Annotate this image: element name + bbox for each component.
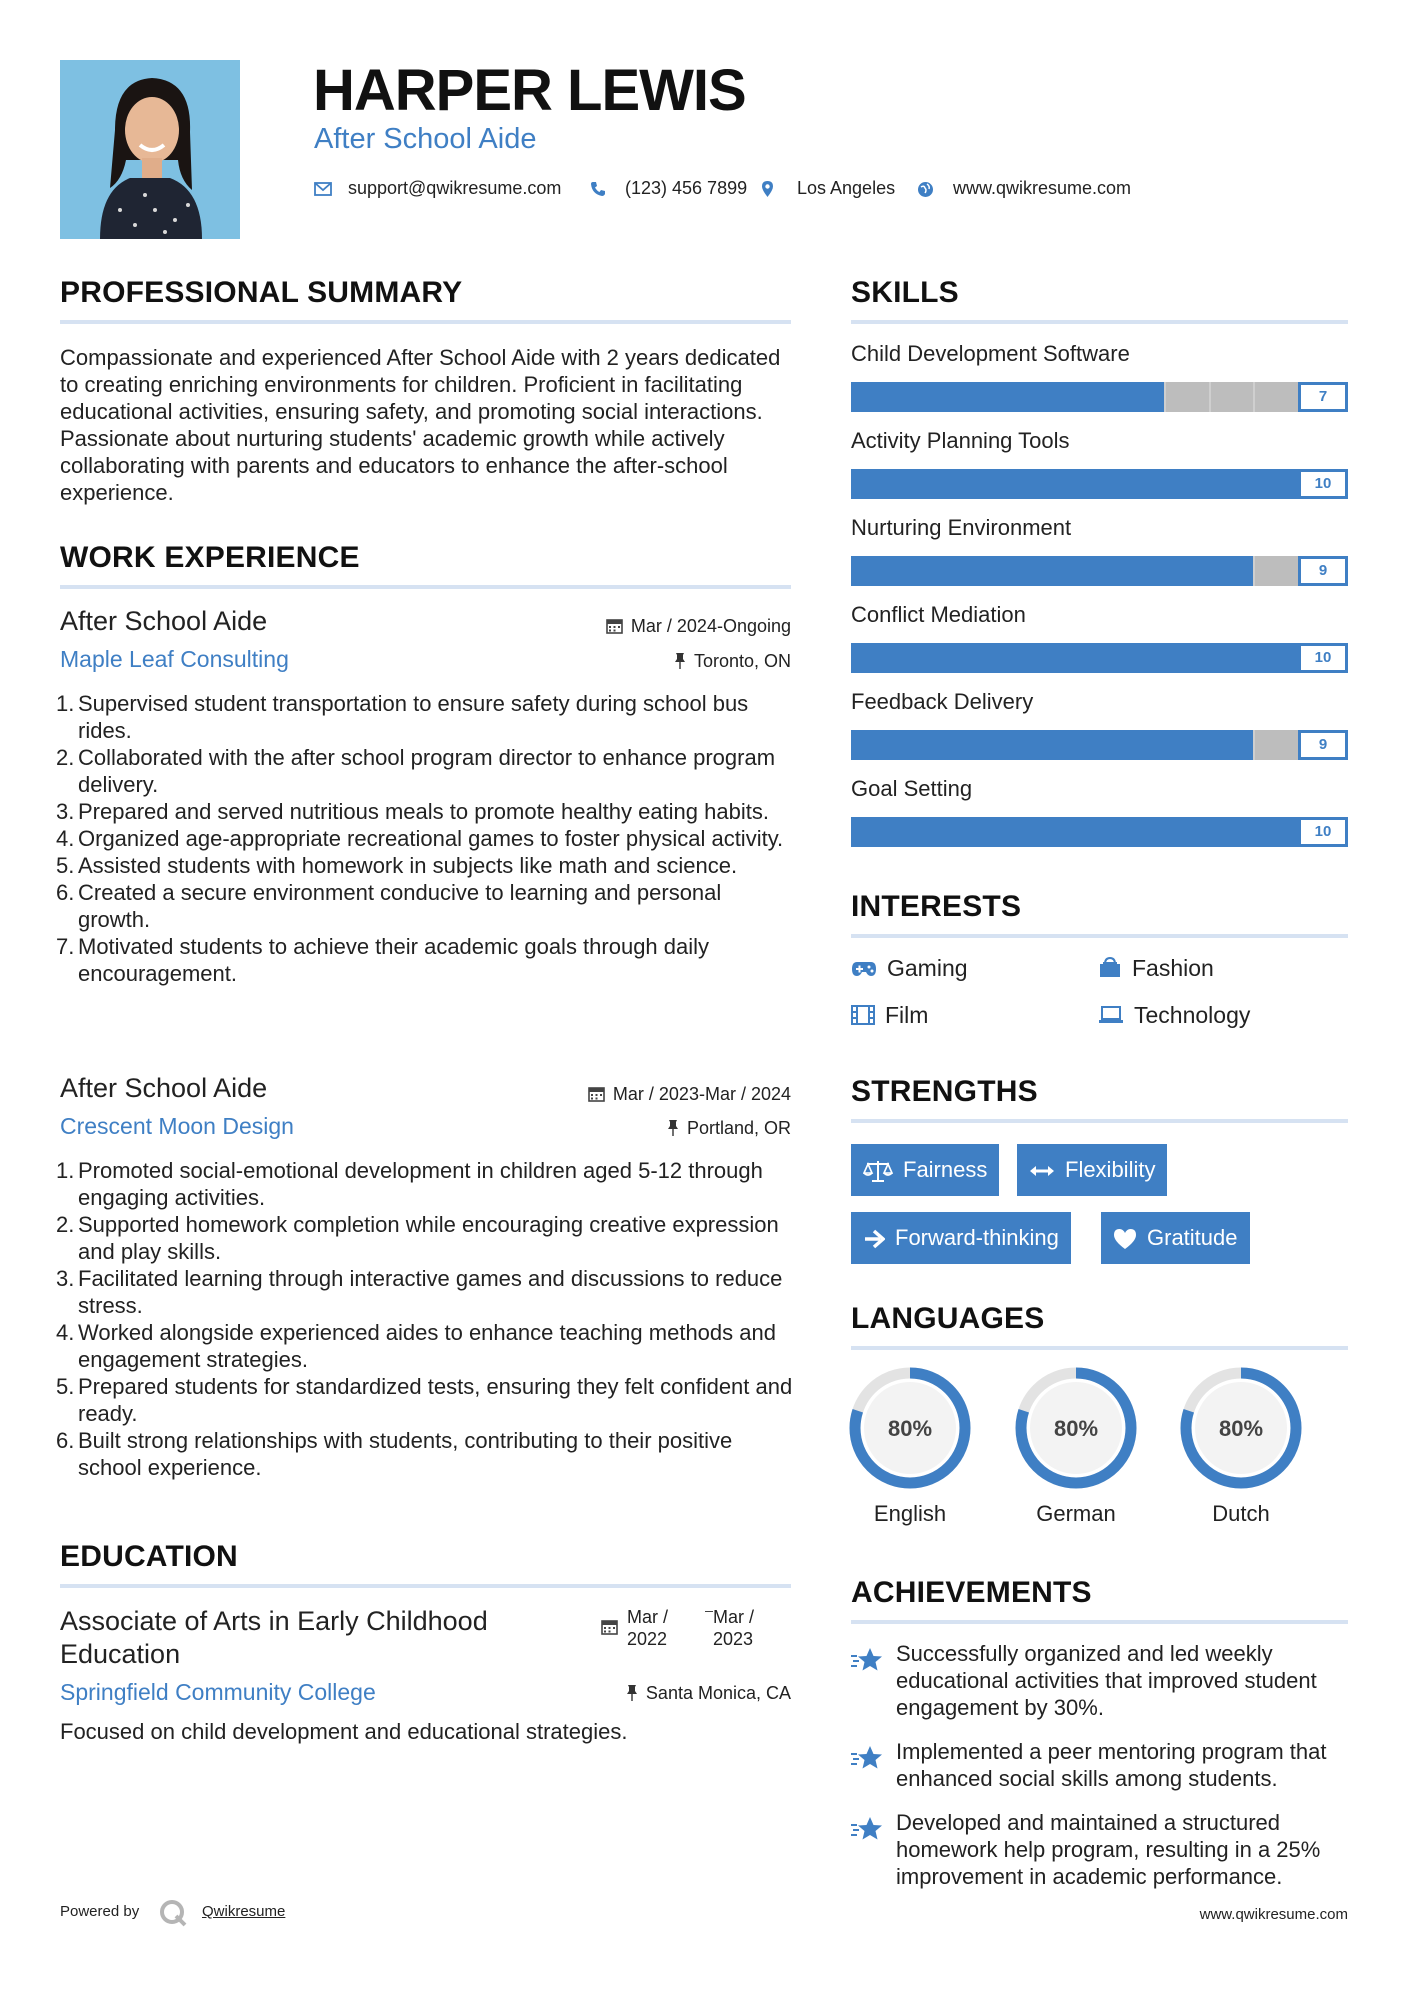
laptop-icon — [1098, 1006, 1124, 1024]
interest-item: Fashion — [1098, 955, 1214, 982]
skill-bar-fill — [851, 730, 1253, 760]
pushpin-icon — [674, 652, 686, 669]
brand-link[interactable]: Qwikresume — [202, 1903, 286, 1920]
calendar-icon — [601, 1618, 618, 1635]
languages-divider — [851, 1346, 1348, 1350]
interests-divider — [851, 934, 1348, 938]
job-location — [667, 1118, 791, 1139]
pushpin-icon — [667, 1119, 679, 1136]
education-description: Focused on child development and educational strategies. — [60, 1719, 628, 1744]
skill-name: Goal Setting — [851, 776, 973, 801]
job-role: After School Aide — [60, 606, 268, 636]
achievements-divider — [851, 1620, 1348, 1624]
job-date-text: Mar / 2023-Mar / 2024 — [612, 1084, 791, 1104]
skill-bar — [851, 469, 1348, 499]
job-bullets — [56, 690, 795, 987]
skill-bar — [851, 817, 1348, 847]
job-company[interactable]: Maple Leaf Consulting — [60, 646, 289, 672]
skill-level-badge: 9 — [1298, 730, 1348, 760]
languages-heading: LANGUAGES — [851, 1302, 1045, 1335]
skill-bar — [851, 643, 1348, 673]
education-heading: EDUCATION — [60, 1540, 238, 1573]
skill-bar-tick — [1209, 382, 1211, 412]
star-badge-icon — [850, 1815, 884, 1843]
heart-icon — [1113, 1228, 1137, 1250]
language-name: German — [1036, 1501, 1116, 1526]
list-item: 4. Worked alongside experienced aides to enhance teaching methods and engagement strategies. — [56, 1320, 776, 1372]
star-badge-icon — [850, 1744, 884, 1772]
list-item: 1. Promoted social-emotional development in children aged 5-12 through engaging activities. — [56, 1158, 763, 1210]
location-pin-icon — [761, 180, 774, 198]
pushpin-icon — [626, 1684, 638, 1701]
skill-name: Feedback Delivery — [851, 689, 1034, 714]
profile-photo — [60, 60, 240, 239]
language-ring — [1179, 1366, 1303, 1490]
interest-item: Film — [851, 1002, 928, 1029]
list-item: 7. Motivated students to achieve their academic goals through daily encouragement. — [56, 934, 710, 986]
achievements-heading: ACHIEVEMENTS — [851, 1576, 1092, 1609]
achievement-item: Developed and maintained a structured homework help program, resulting in a 25% improvement in academic performance. — [896, 1810, 1321, 1889]
achievement-item: Implemented a peer mentoring program that enhanced social skills among students. — [896, 1739, 1327, 1791]
job-title: After School Aide — [314, 123, 537, 155]
email-icon — [314, 182, 332, 196]
calendar-icon — [606, 617, 623, 634]
language-percent: 80% — [887, 1416, 933, 1441]
job-location-text: Toronto, ON — [693, 651, 791, 671]
interest-item: Gaming — [851, 955, 968, 982]
strength-tag: Forward-thinking — [851, 1212, 1071, 1264]
skill-bar — [851, 730, 1348, 760]
list-item: 3. Facilitated learning through interactive games and discussions to reduce stress. — [56, 1266, 783, 1318]
summary-heading: PROFESSIONAL SUMMARY — [60, 276, 463, 309]
job-date — [588, 1084, 791, 1105]
list-item: 1. Supervised student transportation to ensure safety during school bus rides. — [56, 691, 749, 743]
gamepad-icon — [851, 961, 877, 977]
skill-bar-tick — [1164, 382, 1166, 412]
language-percent: 80% — [1053, 1416, 1099, 1441]
job-role: After School Aide — [60, 1073, 268, 1103]
list-item: 3. Prepared and served nutritious meals to promote healthy eating habits. — [56, 799, 769, 824]
skill-name: Conflict Mediation — [851, 602, 1026, 627]
skills-heading: SKILLS — [851, 276, 959, 309]
job-bullets — [56, 1157, 795, 1481]
job-company[interactable]: Crescent Moon Design — [60, 1113, 294, 1139]
job-date — [606, 616, 791, 637]
skill-level-badge: 9 — [1298, 556, 1348, 586]
job-date-text: Mar / 2024-Ongoing — [630, 616, 791, 636]
contact-email[interactable]: support@qwikresume.com — [348, 178, 562, 198]
skill-bar-fill — [851, 817, 1348, 847]
phone-icon — [590, 181, 606, 197]
skill-level-badge: 10 — [1298, 643, 1348, 673]
education-location — [626, 1683, 791, 1704]
strength-tag: Gratitude — [1101, 1212, 1250, 1264]
skill-bar-tick — [1253, 382, 1255, 412]
education-location-text: Santa Monica, CA — [645, 1683, 791, 1703]
language-name: Dutch — [1212, 1501, 1270, 1526]
date-separator — [705, 1611, 713, 1612]
strengths-divider — [851, 1119, 1348, 1123]
summary-divider — [60, 320, 791, 324]
interest-item: Technology — [1098, 1002, 1250, 1029]
skill-bar-fill — [851, 643, 1348, 673]
strength-tag: Flexibility — [1017, 1144, 1167, 1196]
qwikresume-logo-icon — [158, 1898, 188, 1928]
achievement-item: Successfully organized and led weekly educational activities that improved student engagement by 30%. — [896, 1641, 1317, 1720]
bag-icon — [1098, 956, 1122, 978]
skill-name: Child Development Software — [851, 341, 1130, 366]
experience-divider — [60, 585, 791, 589]
skill-bar-fill — [851, 469, 1348, 499]
list-item: 6. Created a secure environment conducive to learning and personal growth. — [56, 880, 722, 932]
interests-heading: INTERESTS — [851, 890, 1022, 923]
degree-title: Associate of Arts in Early Childhood Education — [60, 1606, 488, 1669]
language-percent: 80% — [1218, 1416, 1264, 1441]
skill-bar-fill — [851, 382, 1164, 412]
contact-website[interactable]: www.qwikresume.com — [953, 178, 1132, 198]
skills-divider — [851, 320, 1348, 324]
arrow-right-icon — [863, 1229, 885, 1249]
skill-bar — [851, 556, 1348, 586]
skill-bar-fill — [851, 556, 1253, 586]
education-end: Mar / 2023 — [713, 1607, 755, 1649]
skill-level-badge: 10 — [1298, 469, 1348, 499]
school-name[interactable]: Springfield Community College — [60, 1679, 376, 1705]
language-ring — [848, 1366, 972, 1490]
education-divider — [60, 1584, 791, 1588]
scale-icon — [863, 1159, 893, 1183]
skill-bar — [851, 382, 1348, 412]
skill-bar-tick — [1253, 556, 1255, 586]
job-location — [674, 651, 791, 672]
film-icon — [851, 1005, 875, 1025]
contact-phone[interactable]: (123) 456 7899 — [625, 178, 748, 198]
experience-heading: WORK EXPERIENCE — [60, 541, 360, 574]
education-start: Mar / 2022 — [627, 1607, 669, 1649]
summary-text: Compassionate and experienced After School Aide with 2 years dedicated to creating enriching environments for children. Proficient in facilitating educational activities, ensuring safety, and promoting social interactions. Passionate about nurturing students' academic growth while actively collaborating with parents and educators to enhance the after-school experience. — [60, 345, 781, 505]
language-name: English — [873, 1501, 947, 1526]
job-location-text: Portland, OR — [686, 1118, 791, 1138]
skill-level-badge: 10 — [1298, 817, 1348, 847]
contact-location: Los Angeles — [797, 178, 896, 198]
skill-bar-tick — [1253, 730, 1255, 760]
list-item: 5. Prepared students for standardized tests, ensuring they felt confident and ready. — [56, 1374, 793, 1426]
language-ring — [1014, 1366, 1138, 1490]
calendar-icon — [588, 1085, 605, 1102]
globe-icon — [917, 181, 934, 198]
strength-tag: Fairness — [851, 1144, 999, 1196]
skill-name: Activity Planning Tools — [851, 428, 1070, 453]
list-item: 2. Collaborated with the after school program director to enhance program delivery. — [56, 745, 776, 797]
list-item: 4. Organized age-appropriate recreational games to foster physical activity. — [56, 826, 784, 851]
candidate-name: HARPER LEWIS — [313, 58, 746, 123]
list-item: 5. Assisted students with homework in subjects like math and science. — [56, 853, 738, 878]
skill-name: Nurturing Environment — [851, 515, 1072, 540]
skill-level-badge: 7 — [1298, 382, 1348, 412]
powered-by-label: Powered by — [60, 1903, 140, 1920]
arrows-icon — [1029, 1164, 1055, 1178]
star-badge-icon — [850, 1646, 884, 1674]
list-item: 6. Built strong relationships with students, contributing to their positive school experience. — [56, 1428, 733, 1480]
footer-website[interactable]: www.qwikresume.com — [1199, 1906, 1348, 1923]
list-item: 2. Supported homework completion while encouraging creative expression and play skills. — [56, 1212, 779, 1264]
strengths-heading: STRENGTHS — [851, 1075, 1038, 1108]
